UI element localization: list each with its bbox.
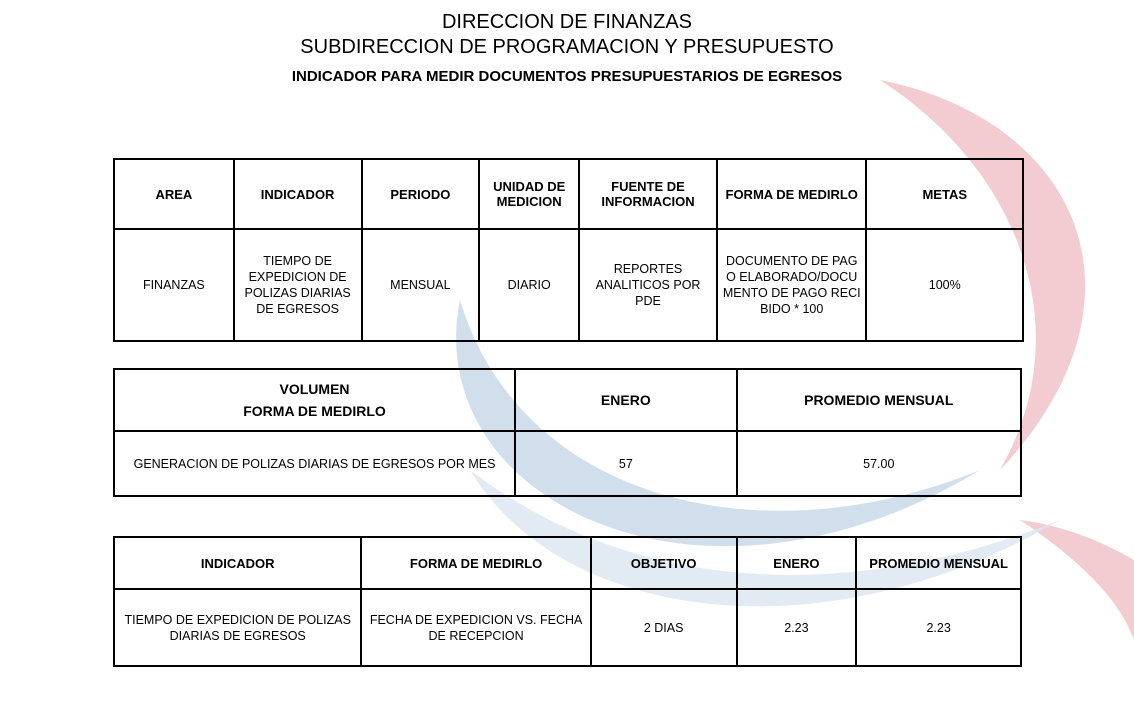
cell-periodo: MENSUAL <box>362 229 480 341</box>
header-promedio-mensual: PROMEDIO MENSUAL <box>737 369 1021 431</box>
cell-forma-medirlo: FECHA DE EXPEDICION VS. FECHA DE RECEPCION <box>361 589 590 666</box>
table-header-row <box>114 537 1021 589</box>
cell-fuente-informacion: REPORTES ANALITICOS POR PDE <box>579 229 717 341</box>
header-periodo: PERIODO <box>362 159 480 229</box>
cell-unidad-medicion: DIARIO <box>479 229 579 341</box>
table-row <box>114 589 1021 666</box>
header-volumen: VOLUMEN <box>279 381 350 397</box>
cell-forma-medirlo: DOCUMENTO DE PAGO ELABORADO/DOCUMENTO DE PAGO RECIBIDO * 100 <box>717 229 867 341</box>
header-volumen-forma <box>114 369 515 431</box>
header-forma-medirlo: FORMA DE MEDIRLO <box>361 537 590 589</box>
header-fuente-informacion: FUENTE DE INFORMACION <box>579 159 717 229</box>
indicator-table <box>113 158 1024 342</box>
cell-forma-medirlo: GENERACION DE POLIZAS DIARIAS DE EGRESOS POR MES <box>114 431 515 496</box>
title-indicador: INDICADOR PARA MEDIR DOCUMENTOS PRESUPUESTARIOS DE EGRESOS <box>291 68 843 85</box>
header-forma-medirlo: FORMA DE MEDIRLO <box>243 403 386 419</box>
objetivo-table <box>113 536 1022 667</box>
header-enero: ENERO <box>737 537 857 589</box>
table-row <box>114 229 1023 341</box>
header-unidad-medicion: UNIDAD DE MEDICION <box>479 159 579 229</box>
cell-promedio-mensual: 57.00 <box>737 431 1021 496</box>
title-direccion: DIRECCION DE FINANZAS <box>441 11 693 33</box>
header-indicador: INDICADOR <box>234 159 362 229</box>
cell-objetivo: 2 DIAS <box>591 589 737 666</box>
header-enero: ENERO <box>515 369 737 431</box>
cell-metas: 100% <box>866 229 1023 341</box>
header-forma-medirlo: FORMA DE MEDIRLO <box>717 159 867 229</box>
header-metas: METAS <box>866 159 1023 229</box>
cell-indicador: TIEMPO DE EXPEDICION DE POLIZAS DIARIAS DE EGRESOS <box>234 229 362 341</box>
header-indicador: INDICADOR <box>114 537 361 589</box>
watermark-red-tail <box>1020 520 1134 640</box>
cell-promedio-mensual: 2.23 <box>856 589 1021 666</box>
header-objetivo: OBJETIVO <box>591 537 737 589</box>
cell-indicador: TIEMPO DE EXPEDICION DE POLIZAS DIARIAS DE EGRESOS <box>114 589 361 666</box>
cell-enero: 2.23 <box>737 589 857 666</box>
table-header-row <box>114 159 1023 229</box>
title-subdireccion: SUBDIRECCION DE PROGRAMACION Y PRESUPUESTO <box>300 36 834 58</box>
header-area: AREA <box>114 159 234 229</box>
document-header <box>0 10 1134 90</box>
cell-area: FINANZAS <box>114 229 234 341</box>
table-header-row <box>114 369 1021 431</box>
cell-enero: 57 <box>515 431 737 496</box>
header-promedio-mensual: PROMEDIO MENSUAL <box>856 537 1021 589</box>
volumen-table <box>113 368 1022 497</box>
table-row <box>114 431 1021 496</box>
